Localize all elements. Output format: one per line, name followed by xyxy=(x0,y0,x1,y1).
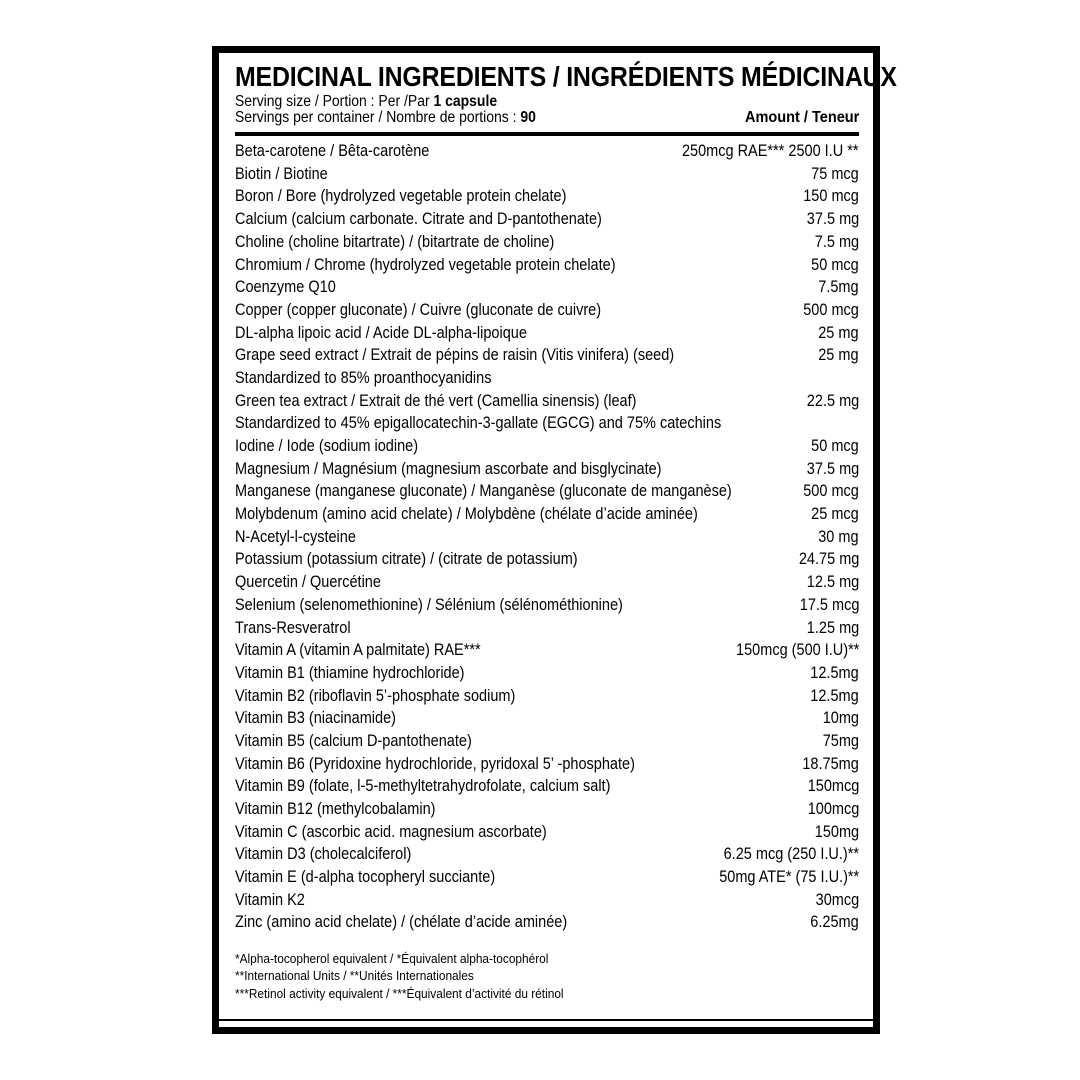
ingredient-amount: 25 mcg xyxy=(811,505,859,524)
ingredient-row xyxy=(235,639,859,662)
ingredient-name: Iodine / Iode (sodium iodine) xyxy=(235,437,419,456)
ingredient-name: Vitamin B2 (riboflavin 5’-phosphate sodium) xyxy=(235,686,516,705)
ingredient-name: Vitamin B3 (niacinamide) xyxy=(235,709,396,728)
ingredient-row xyxy=(235,707,859,730)
ingredient-row xyxy=(235,685,859,708)
ingredient-amount: 12.5mg xyxy=(810,686,859,705)
ingredient-amount: 150mcg (500 I.U)** xyxy=(735,641,859,660)
ingredient-row xyxy=(235,866,859,889)
ingredient-row xyxy=(235,276,859,299)
footnote: **International Units / **Unités Internationales xyxy=(235,968,474,984)
ingredient-row xyxy=(235,798,859,821)
ingredient-amount: 30mcg xyxy=(815,890,859,909)
ingredient-amount: 500 mcg xyxy=(803,300,859,319)
ingredient-row xyxy=(235,753,859,776)
ingredient-name: Copper (copper gluconate) / Cuivre (gluconate de cuivre) xyxy=(235,300,602,319)
ingredient-amount: 7.5mg xyxy=(818,278,859,297)
ingredient-name: Molybdenum (amino acid chelate) / Molybdène (chélate d’acide aminée) xyxy=(235,505,698,524)
ingredient-row xyxy=(235,435,859,458)
supplement-facts-panel xyxy=(212,46,897,1034)
serving-size-line xyxy=(235,94,662,111)
ingredient-row xyxy=(235,367,859,390)
ingredient-name: Vitamin E (d-alpha tocopheryl succiante) xyxy=(235,868,496,887)
ingredient-name: DL-alpha lipoic acid / Acide DL-alpha-lipoique xyxy=(235,323,527,342)
ingredient-amount: 22.5 mg xyxy=(806,391,859,410)
ingredient-row xyxy=(235,843,859,866)
ingredient-row xyxy=(235,571,859,594)
ingredient-amount: 1.25 mg xyxy=(806,618,859,637)
ingredient-row xyxy=(235,412,859,435)
ingredient-row xyxy=(235,163,859,186)
ingredient-row xyxy=(235,299,859,322)
ingredient-name: Trans-Resveratrol xyxy=(235,618,351,637)
amount-column-header: Amount / Teneur xyxy=(744,109,859,127)
ingredient-row xyxy=(235,185,859,208)
ingredient-name: Green tea extract / Extrait de thé vert (Camellia sinensis) (leaf) xyxy=(235,391,637,410)
ingredient-amount: 30 mg xyxy=(818,527,859,546)
ingredient-name: Coenzyme Q10 xyxy=(235,278,336,297)
ingredient-row xyxy=(235,617,859,640)
ingredient-amount: 50 mcg xyxy=(811,255,859,274)
ingredient-amount: 75mg xyxy=(822,731,859,750)
ingredient-name: Calcium (calcium carbonate. Citrate and D-pantothenate) xyxy=(235,210,602,229)
ingredient-amount: 10mg xyxy=(822,709,859,728)
servings-per-container-value: 90 xyxy=(520,109,536,127)
ingredient-row xyxy=(235,730,859,753)
ingredient-name: Choline (choline bitartrate) / (bitartrate de choline) xyxy=(235,232,555,251)
ingredient-row xyxy=(235,889,859,912)
ingredient-amount: 25 mg xyxy=(818,323,859,342)
panel-title: MEDICINAL INGREDIENTS / INGRÉDIENTS MÉDICINAUX xyxy=(235,61,897,92)
ingredient-amount: 6.25 mcg (250 I.U.)** xyxy=(723,845,859,864)
ingredient-row xyxy=(235,390,859,413)
ingredient-name: Manganese (manganese gluconate) / Manganèse (gluconate de manganèse) xyxy=(235,482,732,501)
ingredient-amount: 18.75mg xyxy=(802,754,859,773)
ingredient-row xyxy=(235,231,859,254)
serving-info-block xyxy=(235,94,859,128)
ingredient-name: Grape seed extract / Extrait de pépins de raisin (Vitis vinifera) (seed) xyxy=(235,346,675,365)
footnote: *Alpha-tocopherol equivalent / *Équivalent alpha-tocophérol xyxy=(235,951,549,967)
ingredient-name: Chromium / Chrome (hydrolyzed vegetable protein chelate) xyxy=(235,255,616,274)
ingredient-name: Boron / Bore (hydrolyzed vegetable protein chelate) xyxy=(235,187,567,206)
footnote-list xyxy=(235,950,859,1002)
ingredient-name: Vitamin B1 (thiamine hydrochloride) xyxy=(235,663,465,682)
ingredient-row xyxy=(235,458,859,481)
ingredient-amount: 500 mcg xyxy=(803,482,859,501)
ingredient-amount: 37.5 mg xyxy=(806,459,859,478)
ingredient-row xyxy=(235,911,859,934)
ingredient-name: Vitamin A (vitamin A palmitate) RAE*** xyxy=(235,641,481,660)
ingredient-list xyxy=(235,140,859,934)
ingredient-amount: 37.5 mg xyxy=(806,210,859,229)
ingredient-amount: 7.5 mg xyxy=(814,232,859,251)
ingredient-name: Biotin / Biotine xyxy=(235,164,328,183)
ingredient-amount: 6.25mg xyxy=(810,913,859,932)
ingredient-name: Standardized to 45% epigallocatechin-3-gallate (EGCG) and 75% catechins xyxy=(235,414,722,433)
ingredient-row xyxy=(235,821,859,844)
ingredient-amount: 12.5 mg xyxy=(806,573,859,592)
ingredient-row xyxy=(235,662,859,685)
ingredient-name: Beta-carotene / Bêta-carotène xyxy=(235,142,430,161)
ingredient-name: Vitamin C (ascorbic acid. magnesium ascorbate) xyxy=(235,822,547,841)
ingredient-name: Vitamin K2 xyxy=(235,890,305,909)
serving-size-label: Serving size / Portion : Per /Par xyxy=(235,92,434,110)
ingredient-name: Vitamin D3 (cholecalciferol) xyxy=(235,845,412,864)
footnote: ***Retinol activity equivalent / ***Équivalent d’activité du rétinol xyxy=(235,985,564,1001)
ingredient-row xyxy=(235,594,859,617)
bottom-divider xyxy=(219,1019,873,1021)
ingredient-amount: 25 mg xyxy=(818,346,859,365)
ingredient-amount: 75 mcg xyxy=(811,164,859,183)
ingredient-row xyxy=(235,775,859,798)
ingredient-name: Zinc (amino acid chelate) / (chélate d’acide aminée) xyxy=(235,913,568,932)
ingredient-amount: 12.5mg xyxy=(810,663,859,682)
ingredient-name: Vitamin B6 (Pyridoxine hydrochloride, pyridoxal 5’ -phosphate) xyxy=(235,754,635,773)
ingredient-name: Selenium (selenomethionine) / Sélénium (sélénométhionine) xyxy=(235,595,623,614)
servings-per-container-line xyxy=(235,110,662,127)
ingredient-amount: 24.75 mg xyxy=(798,550,859,569)
header-divider xyxy=(235,132,859,136)
panel-inner xyxy=(219,53,897,1027)
ingredient-amount: 150mcg xyxy=(807,777,859,796)
servings-per-container-label: Servings per container / Nombre de portions : xyxy=(235,109,521,127)
ingredient-row xyxy=(235,480,859,503)
ingredient-name: Quercetin / Quercétine xyxy=(235,573,381,592)
ingredient-amount: 250mcg RAE*** 2500 I.U ** xyxy=(682,142,859,161)
ingredient-amount: 100mcg xyxy=(807,800,859,819)
ingredient-name: N-Acetyl-l-cysteine xyxy=(235,527,356,546)
ingredient-row xyxy=(235,254,859,277)
ingredient-name: Vitamin B9 (folate, l-5-methyltetrahydrofolate, calcium salt) xyxy=(235,777,611,796)
ingredient-row xyxy=(235,322,859,345)
ingredient-row xyxy=(235,344,859,367)
ingredient-name: Standardized to 85% proanthocyanidins xyxy=(235,368,492,387)
ingredient-row xyxy=(235,526,859,549)
ingredient-row xyxy=(235,503,859,526)
serving-size-value: 1 capsule xyxy=(433,92,498,110)
ingredient-row xyxy=(235,208,859,231)
ingredient-row xyxy=(235,548,859,571)
ingredient-amount: 17.5 mcg xyxy=(799,595,859,614)
ingredient-amount: 50mg ATE* (75 I.U.)** xyxy=(718,868,859,887)
ingredient-name: Magnesium / Magnésium (magnesium ascorbate and bisglycinate) xyxy=(235,459,662,478)
ingredient-amount: 150mg xyxy=(814,822,859,841)
ingredient-name: Vitamin B12 (methylcobalamin) xyxy=(235,800,436,819)
ingredient-amount: 50 mcg xyxy=(811,437,859,456)
ingredient-name: Potassium (potassium citrate) / (citrate de potassium) xyxy=(235,550,578,569)
ingredient-amount: 150 mcg xyxy=(803,187,859,206)
ingredient-row xyxy=(235,140,859,163)
ingredient-name: Vitamin B5 (calcium D-pantothenate) xyxy=(235,731,472,750)
